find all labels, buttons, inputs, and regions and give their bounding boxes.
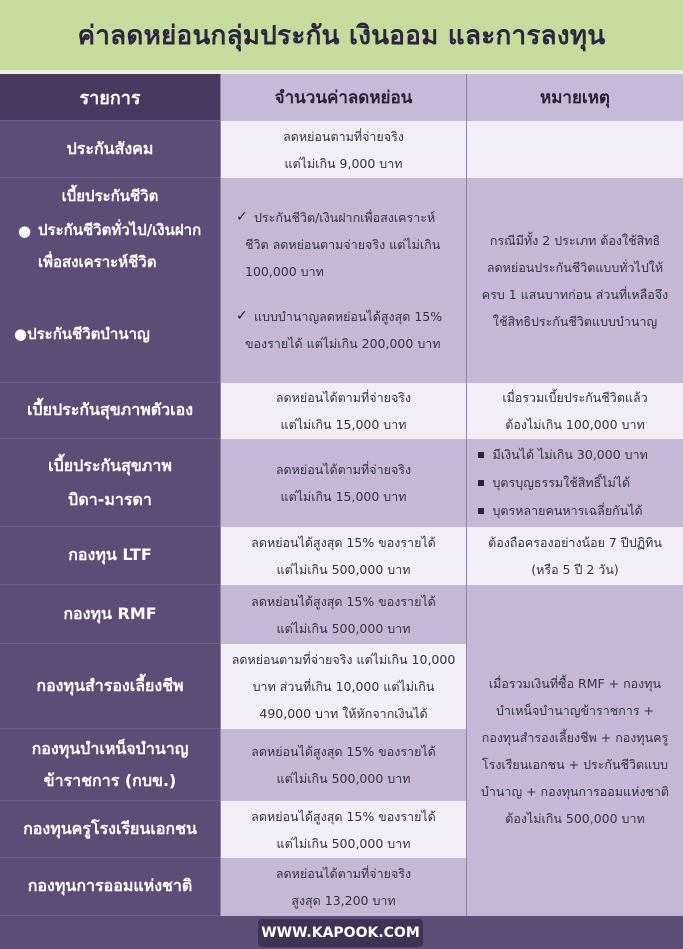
note-line: เมื่อรวมเบี้ยประกันชีวิตแล้ว [502,390,648,405]
amount-line: สูงสุด 13,200 บาท [291,893,396,908]
row-provident-fund-item [0,644,220,729]
header-item-label: รายการ [79,87,141,109]
amount-line: 100,000 บาท [245,264,324,279]
amount-line: แต่ไม่เกิน 500,000 บาท [276,620,411,636]
list-item [478,469,673,497]
amount-line: ลดหย่อนตามที่จ่ายจริง แต่ไม่เกิน 10,000 [231,652,456,667]
footer-website-link[interactable] [258,919,423,947]
title-bar [0,0,683,74]
check-item [236,303,451,330]
amount-line: แต่ไม่เกิน 15,000 บาท [280,489,407,504]
amount-line: ลดหย่อนได้สูงสุด 15% ของรายได้ [251,593,436,609]
note-line: บุตรหลายคนหารเฉลี่ยกันได้ [492,503,643,518]
item-label: ประกันสังคม [66,138,154,158]
row-national-savings-fund-item [0,858,220,916]
check-icon: ✓ [236,308,248,324]
row-ltf-amount [220,527,466,585]
item-label: กองทุน RMF [63,603,157,623]
amount-line: แต่ไม่เกิน 500,000 บาท [276,771,411,786]
note-line: ต้องไม่เกิน 100,000 บาท [505,417,645,432]
item-label: เบี้ยประกันสุขภาพตัวเอง [26,400,193,419]
header-amount-label: จำนวนค่าลดหย่อน [274,88,413,108]
note-line: มีเงินได้ ไม่เกิน 30,000 บาท [492,447,648,462]
header-amount [220,74,466,121]
note-line: ใช้สิทธิประกันชีวิตแบบบำนาญ [492,313,658,329]
row-provident-fund-amount [220,644,466,729]
row-health-self-note [466,383,683,439]
note-line: (หรือ 5 ปี 2 วัน) [531,562,619,577]
note-bullet-list [478,441,673,525]
note-line: บำนาญ + กองทุนการออมแห่งชาติ [480,783,670,799]
item-sub: ประกันชีวิตทั่วไป/เงินฝาก [38,221,202,239]
row-private-teacher-fund-item [0,801,220,858]
amount-line: ลดหย่อนได้สูงสุด 15% ของรายได้ [251,535,436,550]
row-health-self-amount [220,383,466,439]
amount-line: ลดหย่อนได้สูงสุด 15% ของรายได้ [251,808,436,824]
note-line: บำเหน็จบำนาญข้าราชการ + [495,702,655,718]
row-life-insurance-amount [220,178,466,383]
square-bullet-icon [478,452,484,458]
amount-line: ชีวิต ลดหย่อนตามจ่ายจริง แต่ไม่เกิน [245,237,441,252]
row-gpf-item [0,729,220,801]
note-line: เมื่อรวมเงินที่ซื้อ RMF + กองทุน [488,675,662,691]
amount-line: ประกันชีวิต/เงินฝากเพื่อสงเคราะห์ [254,210,436,225]
header-note [466,74,683,121]
row-private-teacher-fund-amount [220,801,466,858]
item-sub: ●ประกันชีวิตบำนาญ [14,325,150,343]
row-ltf-note [466,527,683,585]
item-title: เบี้ยประกันชีวิต [61,187,159,205]
amount-line: ลดหย่อนได้ตามที่จ่ายจริง [275,462,412,477]
amount-line: แต่ไม่เกิน 500,000 บาท [276,835,411,851]
note-line: ลดหย่อนประกันชีวิตแบบทั่วไปให้ [486,259,664,275]
amount-line: แต่ไม่เกิน 500,000 บาท [276,562,411,577]
page-title: ค่าลดหย่อนกลุ่มประกัน เงินออม และการลงทุน [77,20,606,51]
list-item [478,497,673,525]
note-line: ต้องไม่เกิน 500,000 บาท [505,810,645,826]
item-label: กองทุนบำเหน็จบำนาญ [31,738,189,758]
square-bullet-icon [478,508,484,514]
row-life-insurance-note [466,178,683,383]
item-label: ข้าราชการ (กบข.) [43,770,177,790]
amount-line: ลดหย่อนได้ตามที่จ่ายจริง [275,390,412,405]
row-life-insurance-item [0,178,220,383]
row-health-self-item [0,383,220,439]
note-line: บุตรบุญธรรมใช้สิทธิ์ไม่ได้ [492,475,631,490]
footer-label: WWW.KAPOOK.COM [261,925,420,941]
note-line: ต้องถือครองอย่างน้อย 7 ปีปฏิทิน [488,535,662,550]
amount-line: ลดหย่อนได้ตามที่จ่ายจริง [275,866,412,881]
item-label: กองทุน LTF [68,545,152,564]
list-item [478,441,673,469]
amount-line: บาท ส่วนที่เกิน 10,000 แต่ไม่เกิน [252,679,435,694]
amount-line: ลดหย่อนได้สูงสุด 15% ของรายได้ [251,744,436,759]
note-line: ครบ 1 แสนบาทก่อน ส่วนที่เหลือจึง [481,286,669,302]
row-gpf-amount [220,729,466,801]
note-line: กองทุนสำรองเลี้ยงชีพ + กองทุนครู [481,729,669,745]
item-label: กองทุนครูโรงเรียนเอกชน [23,818,197,838]
item-label: กองทุนสำรองเลี้ยงชีพ [36,675,184,695]
row-health-parents-amount [220,439,466,527]
amount-line: แต่ไม่เกิน 15,000 บาท [280,417,407,432]
row-ltf-item [0,527,220,585]
bullet-icon: ● [18,222,32,240]
item-label: กองทุนการออมแห่งชาติ [27,876,193,895]
amount-line: ของรายได้ แต่ไม่เกิน 200,000 บาท [245,336,441,351]
header-note-label: หมายเหตุ [540,88,610,108]
header-item [0,74,220,121]
row-rmf-item [0,585,220,644]
amount-line: ลดหย่อนตามที่จ่ายจริง [283,128,404,144]
row-health-parents-note [466,439,683,527]
row-rmf-amount [220,585,466,644]
row-national-savings-fund-amount [220,858,466,916]
amount-line: แบบบำนาญลดหย่อนได้สูงสุด 15% [254,309,443,324]
item-sub: เพื่อสงเคราะห์ชีวิต [38,253,157,271]
check-item [236,204,451,231]
amount-line: แต่ไม่เกิน 9,000 บาท [284,155,403,171]
row-social-security-note [466,121,683,178]
merged-fund-note [466,585,683,916]
square-bullet-icon [478,480,484,486]
row-social-security-amount [220,121,466,178]
item-label: เบี้ยประกันสุขภาพ [48,455,172,475]
row-health-parents-item [0,439,220,527]
amount-line: 490,000 บาท ให้หักจากเงินได้ [259,706,428,721]
note-line: กรณีมีทั้ง 2 ประเภท ต้องใช้สิทธิ [489,232,661,248]
item-label: บิดา-มารดา [68,489,152,509]
note-line: โรงเรียนเอกชน + ประกันชีวิตแบบ [481,756,669,772]
row-social-security-item [0,121,220,178]
check-icon: ✓ [236,209,248,225]
